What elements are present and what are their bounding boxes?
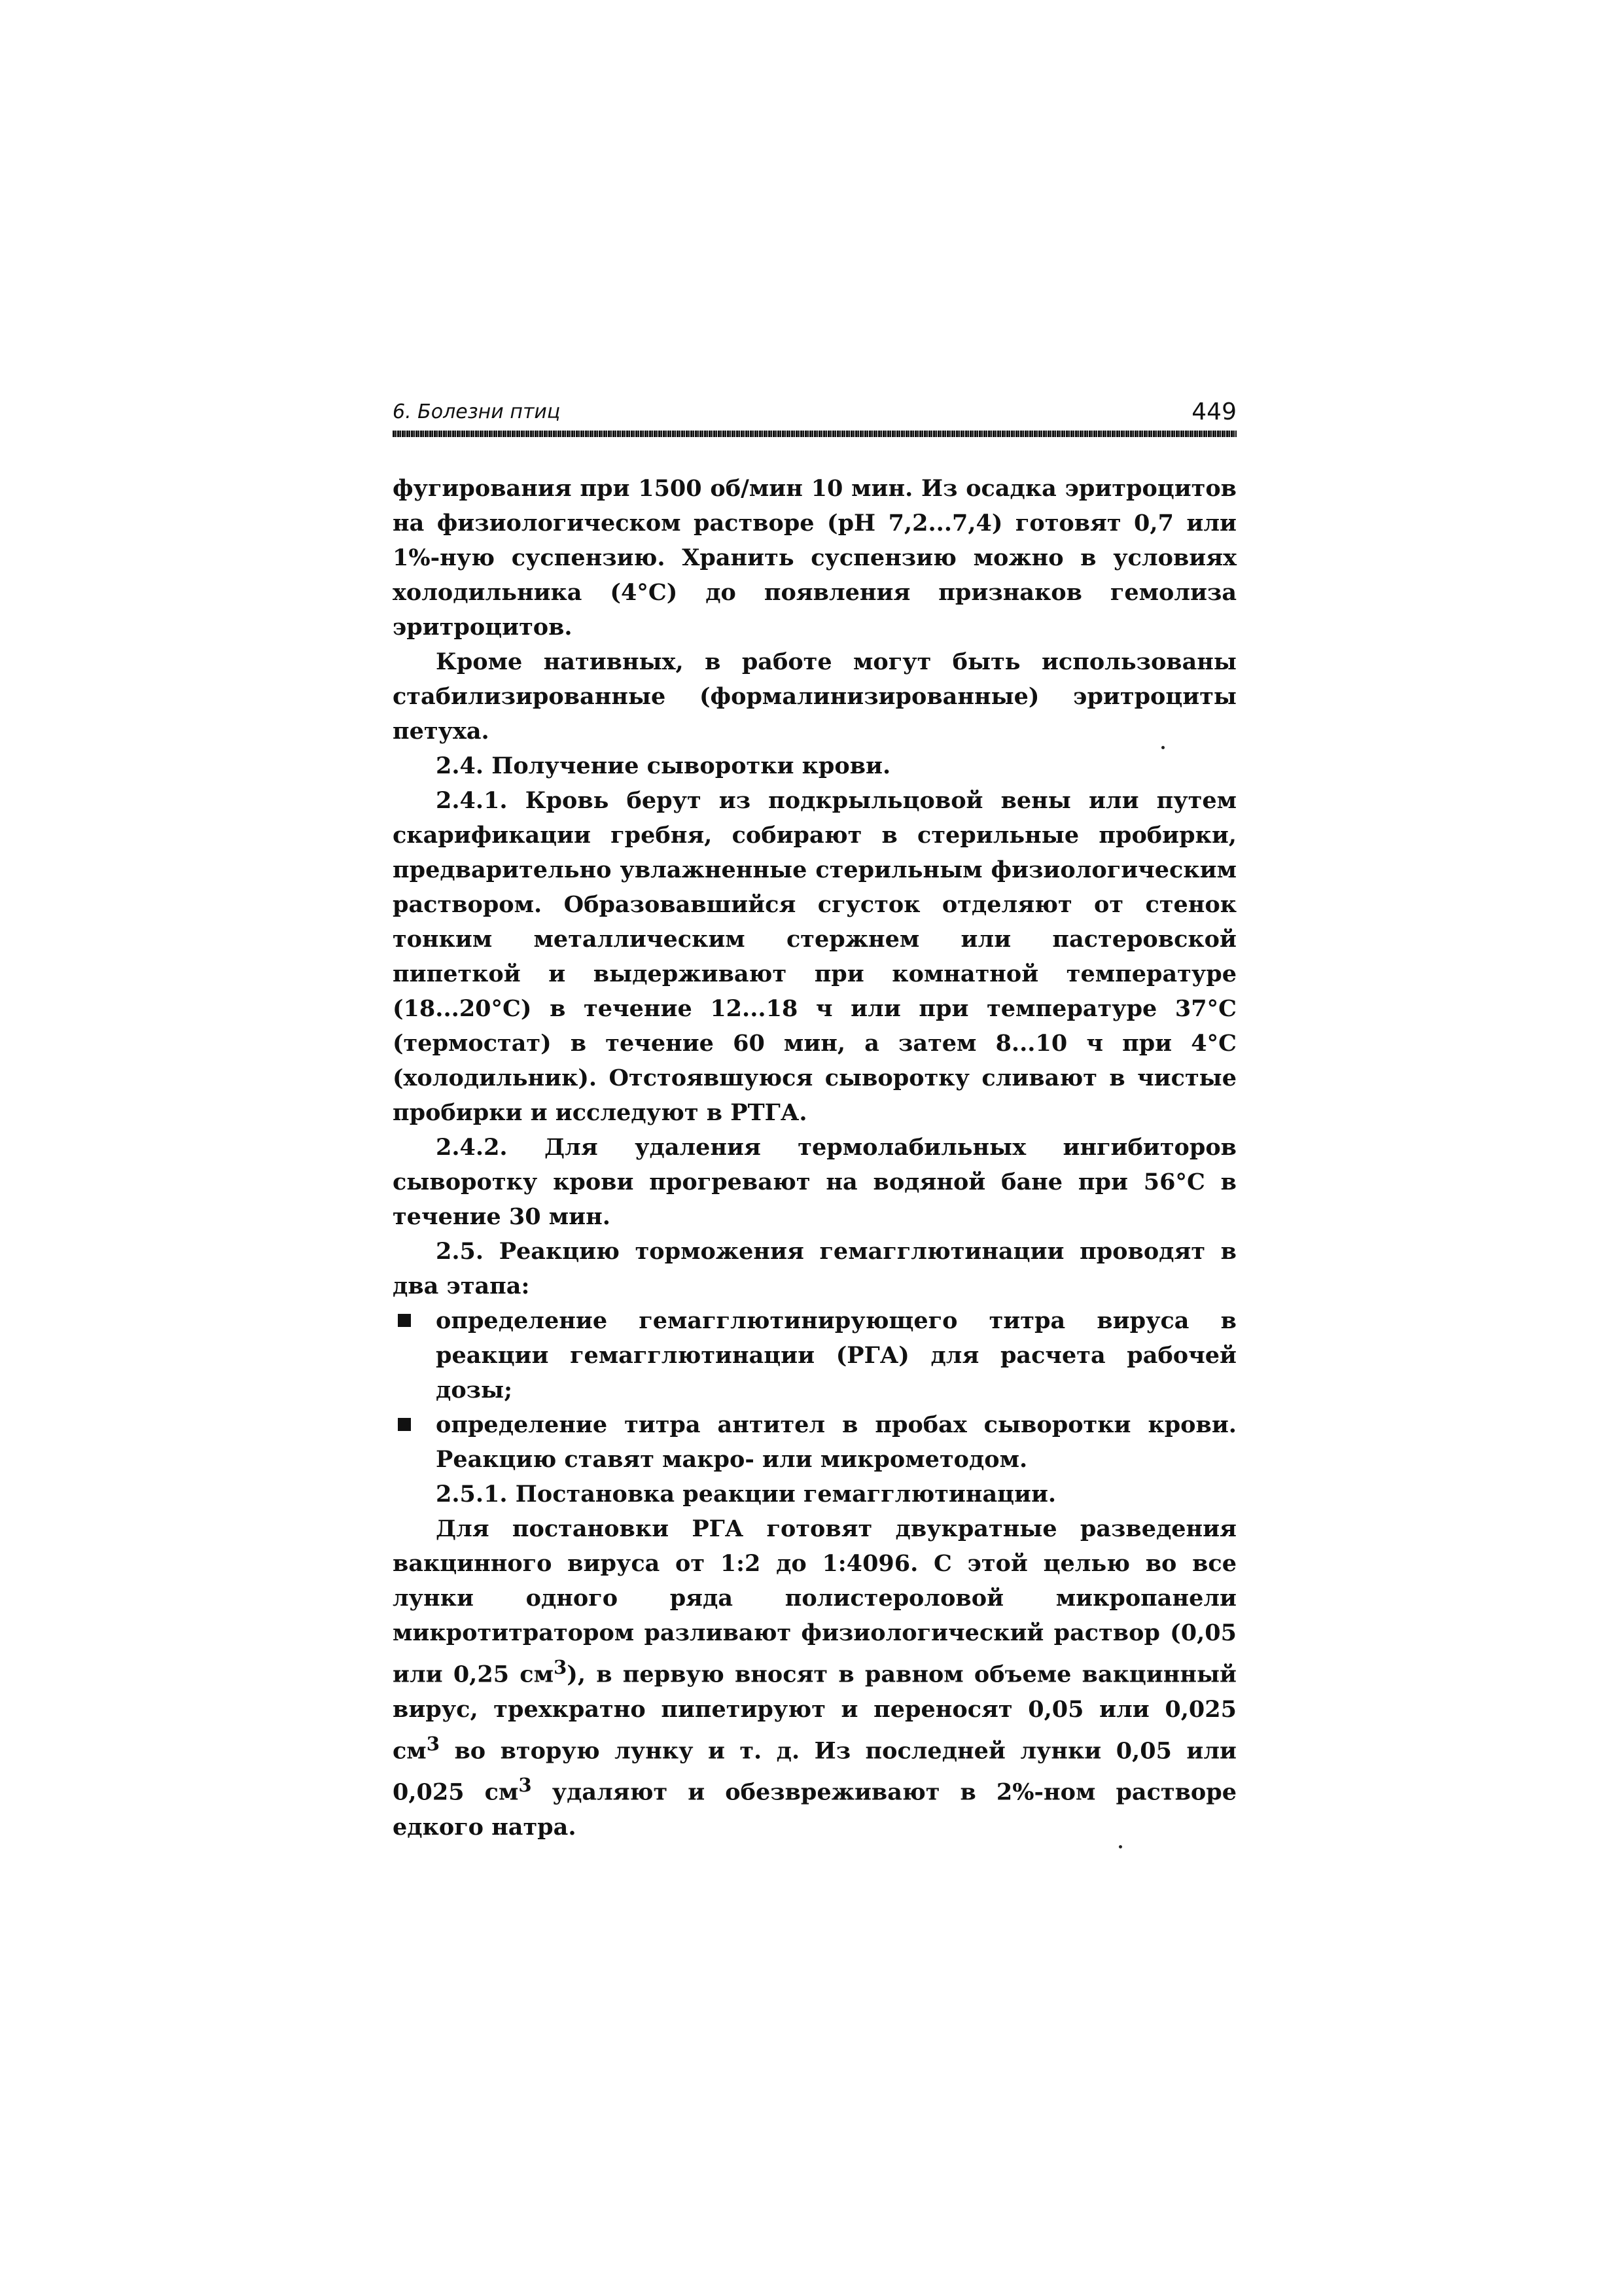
scan-speck	[1119, 1845, 1122, 1848]
superscript: 3	[518, 1774, 532, 1797]
scan-speck	[1161, 746, 1165, 749]
list-item-text: определение гемагглютинирующего титра вируса в реакции гемагглютинации (РГА) для расчета рабочей дозы;	[436, 1307, 1237, 1404]
list-item	[393, 1303, 1237, 1407]
header-rule	[393, 431, 1237, 437]
paragraph	[393, 1511, 1237, 1845]
superscript: 3	[426, 1732, 440, 1755]
list-item-text: определение титра антител в пробах сыворотки крови. Реакцию ставят макро- или микрометодом.	[436, 1411, 1237, 1473]
superscript: 3	[554, 1656, 567, 1678]
square-bullet-icon	[398, 1418, 411, 1431]
body-text	[393, 471, 1237, 1845]
book-page	[393, 393, 1237, 1963]
page-number: 449	[1191, 398, 1237, 425]
paragraph: фугирования при 1500 об/мин 10 мин. Из осадка эритроцитов на физиологическом растворе (рН 7,2...7,4) готовят 0,7 или 1%-ную суспензию. Хранить суспензию можно в условиях холодильника (4°С) до появления признаков гемолиза эритроцитов.	[393, 475, 1237, 641]
square-bullet-icon	[398, 1314, 411, 1327]
page-header	[393, 399, 1237, 432]
running-title: 6. Болезни птиц	[393, 400, 561, 423]
paragraph: Кроме нативных, в работе могут быть использованы стабилизированные (формалинизированные) эритроциты петуха.	[393, 648, 1237, 745]
paragraph: 2.4.2. Для удаления термолабильных ингибиторов сыворотку крови прогревают на водяной бане при 56°С в течение 30 мин.	[393, 1134, 1237, 1230]
section-heading: 2.4. Получение сыворотки крови.	[436, 752, 891, 779]
text-run: во вторую лунку и т. д. Из последней лунки 0,05 или 0,025 см	[393, 1737, 1237, 1806]
section-heading: 2.5.1. Постановка реакции гемагглютинации.	[436, 1481, 1057, 1508]
text-run: удаляют и обезвреживают в 2%-ном растворе едкого натра.	[393, 1778, 1237, 1841]
text-run: Для постановки РГА готовят двукратные разведения вакцинного вируса от 1:2 до 1:4096. С этой целью во все лунки одного ряда полистероловой микропанели микротитратором разливают физиологический раствор (0,05 или 0,25 см	[393, 1515, 1237, 1688]
paragraph: 2.4.1. Кровь берут из подкрыльцовой вены или путем скарификации гребня, собирают в стерильные пробирки, предварительно увлажненные стерильным физиологическим раствором. Образовавшийся сгусток отделяют от стенок тонким металлическим стержнем или пастеровской пипеткой и выдерживают при комнатной температуре (18...20°С) в течение 12...18 ч или при температуре 37°С (термостат) в течение 60 мин, а затем 8...10 ч при 4°С (холодильник). Отстоявшуюся сыворотку сливают в чистые пробирки и исследуют в РТГА.	[393, 787, 1237, 1126]
text-run: ), в первую вносят в равном объеме вакцинный вирус, трехкратно пипетируют и переносят 0,05 или 0,025 см	[393, 1661, 1237, 1765]
list-item	[393, 1407, 1237, 1477]
paragraph: 2.5. Реакцию торможения гемагглютинации проводят в два этапа:	[393, 1238, 1237, 1299]
